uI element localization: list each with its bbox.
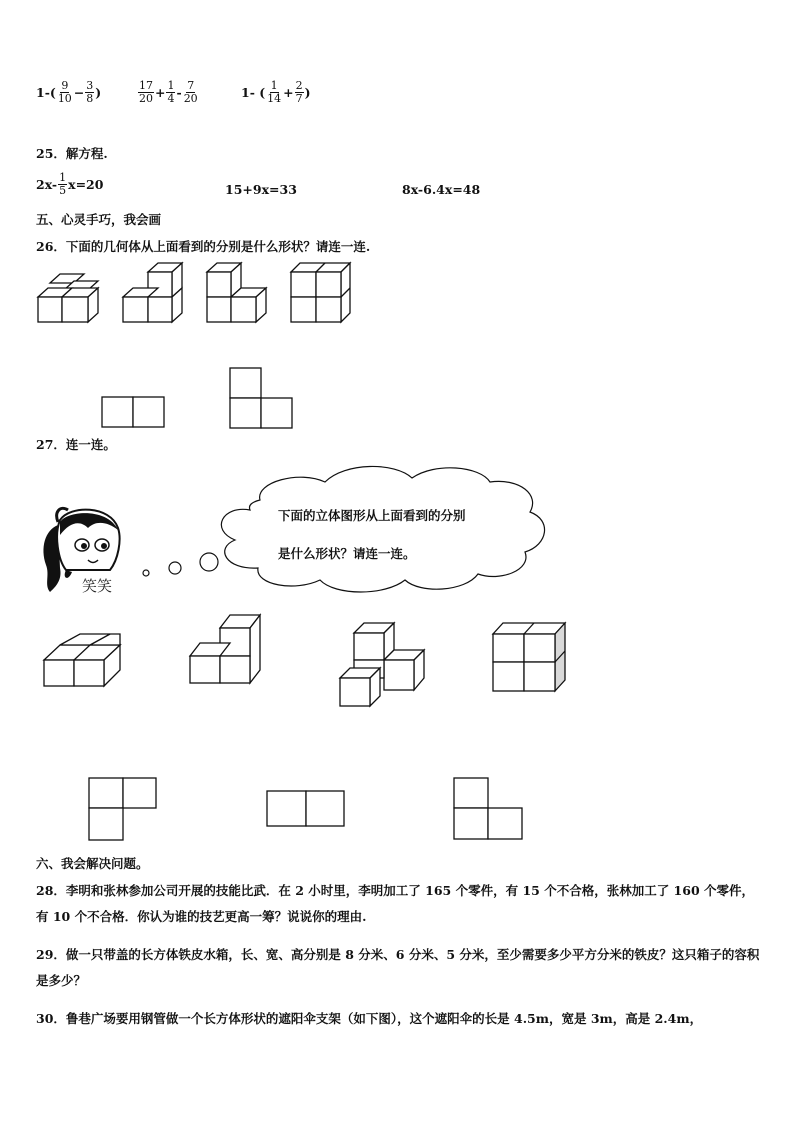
expr3-suffix: ) [304,85,311,101]
q29-text: 29．做一只带盖的长方体铁皮水箱，长、宽、高分别是 8 分米、6 分米、5 分米，至少需要多少平方分米的铁皮？这只箱子的容积是多少？ [36,947,760,988]
numerator: 7 [187,79,195,92]
section-5-heading: 五、心灵手巧，我会画 [36,212,162,227]
q25-title: 25．解方程. [36,146,108,161]
q25-equation-2: 15+9x=33 [225,182,297,197]
numerator: 2 [295,79,303,92]
denominator: 10 [57,92,72,106]
denominator: 14 [267,92,282,106]
q26-text: 26．下面的几何体从上面看到的分别是什么形状？请连一连. [36,239,371,254]
bubble-line-2: 是什么形状？请连一连。 [278,546,416,561]
q27-top-view-3 [454,778,522,839]
expr1-suffix: ) [95,85,102,101]
q27-solid-1 [44,634,120,686]
q25-equation-3: 8x-6.4x=48 [402,182,481,197]
q27-solid-3 [340,623,424,706]
denominator: 20 [183,92,198,106]
numerator: 17 [139,79,153,92]
numerator: 9 [61,79,69,92]
numerator: 1 [270,79,278,92]
denominator: 7 [295,92,303,106]
q27-top-view-2 [267,791,344,826]
q28-text: 28．李明和张林参加公司开展的技能比武．在 2 小时里，李明加工了 165 个零件，有 15 个不合格，张林加工了 160 个零件，有 10 个不合格．你认为谁的技艺更高一筹？说说你的理由. [36,883,754,924]
q30-text: 30．鲁巷广场要用钢管做一个长方体形状的遮阳伞支架（如下图），这个遮阳伞的长是 4.5m，宽是 3m，高是 2.4m， [36,1011,703,1026]
q27-solid-2 [190,615,260,683]
denominator: 5 [59,184,67,198]
denominator: 4 [167,92,175,106]
operator: - [176,85,182,101]
numerator: 3 [86,79,94,92]
eq1-prefix: 2x- [36,177,58,193]
q27-solid-4 [493,623,565,691]
expr1-prefix: 1-( [36,85,56,101]
numerator: 1 [167,79,175,92]
operator: + [283,85,294,101]
operator: + [155,85,166,101]
girl-name-label: 笑笑 [82,577,113,595]
denominator: 8 [86,92,94,106]
operator: − [73,85,85,101]
bubble-line-1: 下面的立体图形从上面看到的分别 [278,508,466,523]
section-6-heading: 六、我会解决问题。 [36,856,149,871]
numerator: 1 [59,171,67,184]
q27-text: 27．连一连。 [36,437,116,452]
q27-top-view-1 [89,778,156,840]
denominator: 20 [139,92,153,106]
expr3-prefix: 1- ( [241,85,266,101]
eq1-suffix: x=20 [68,177,104,193]
